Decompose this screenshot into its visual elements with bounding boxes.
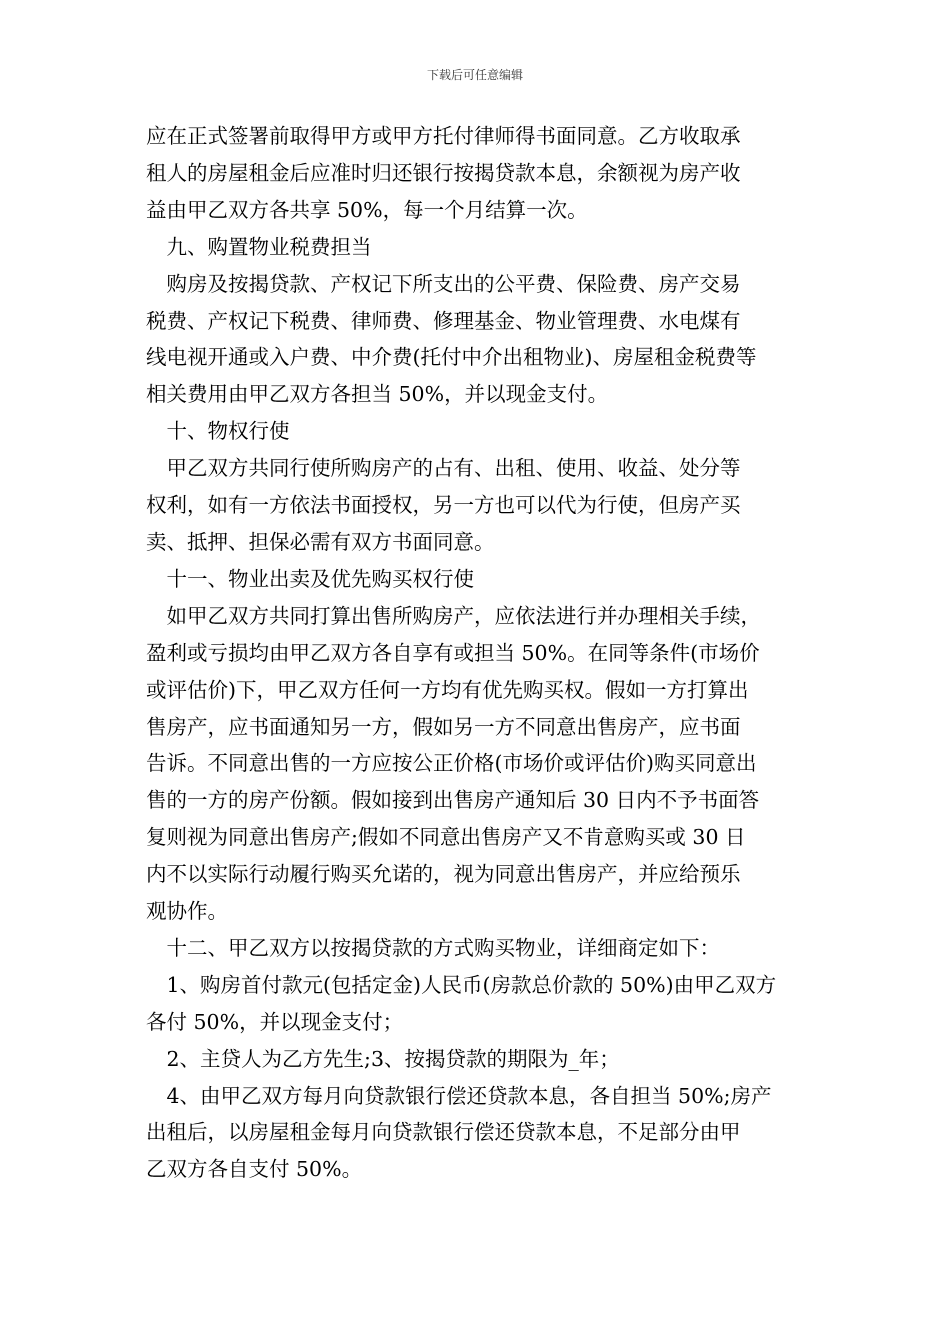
- text-line: 复则视为同意出售房产;假如不同意出售房产又不肯意购买或 30 日: [146, 825, 746, 850]
- text-line: 应在正式签署前取得甲方或甲方托付律师得书面同意。乙方收取承: [146, 124, 741, 148]
- text-line: 税费、产权记下税费、律师费、修理基金、物业管理费、水电煤有: [146, 308, 741, 333]
- text-line: 售房产，应书面通知另一方，假如另一方不同意出售房产，应书面: [146, 714, 741, 739]
- text-line: 卖、抵押、担保必需有双方书面同意。: [146, 529, 495, 554]
- text-line: 观协作。: [146, 899, 228, 924]
- text-line: 内不以实际行动履行购买允诺的，视为同意出售房产，并应给预乐: [146, 862, 741, 887]
- page-header: 下载后可任意编辑: [426, 68, 523, 82]
- text-line: 出租后，以房屋租金每月向贷款银行偿还贷款本息，不足部分由甲: [146, 1120, 741, 1145]
- text-line: 甲乙双方共同行使所购房产的占有、出租、使用、收益、处分等: [146, 456, 741, 481]
- text-line: 告诉。不同意出售的一方应按公正价格(市场价或评估价)购买同意出: [146, 751, 757, 776]
- text-line: 如甲乙双方共同打算出售所购房产，应依法进行并办理相关手续，: [146, 603, 761, 628]
- text-line: 相关费用由甲乙双方各担当 50%，并以现金支付。: [146, 382, 609, 407]
- text-line: 线电视开通或入户费、中介费(托付中介出租物业)、房屋租金税费等: [146, 345, 757, 370]
- text-line: 售的一方的房产份额。假如接到出售房产通知后 30 日内不予书面答: [146, 788, 760, 813]
- text-line: 盈利或亏损均由甲乙双方各自享有或担当 50%。在同等条件(市场价: [146, 640, 760, 665]
- text-line: 乙双方各自支付 50%。: [146, 1157, 363, 1182]
- section-heading-9: 九、购置物业税费担当: [146, 234, 372, 259]
- section-heading-10: 十、物权行使: [146, 419, 290, 444]
- text-line: 租人的房屋租金后应准时归还银行按揭贷款本息，余额视为房产收: [146, 160, 741, 185]
- document-body: [146, 118, 810, 1188]
- text-line: 2、主贷人为乙方先生;3、按揭贷款的期限为_年；: [146, 1046, 620, 1071]
- text-line: 益由甲乙双方各共享 50%，每一个月结算一次。: [146, 197, 588, 222]
- section-heading-11: 十一、物业出卖及优先购买权行使: [146, 566, 474, 591]
- text-line: 购房及按揭贷款、产权记下所支出的公平费、保险费、房产交易: [146, 271, 741, 296]
- section-heading-12: 十二、甲乙双方以按揭贷款的方式购买物业，详细商定如下：: [146, 935, 720, 960]
- text-line: 权利，如有一方依法书面授权，另一方也可以代为行使，但房产买: [146, 493, 741, 518]
- text-line: 或评估价)下，甲乙双方任何一方均有优先购买权。假如一方打算出: [146, 677, 749, 702]
- text-line: 各付 50%，并以现金支付；: [146, 1009, 404, 1034]
- text-line: 4、由甲乙双方每月向贷款银行偿还贷款本息，各自担当 50%;房产: [146, 1083, 772, 1108]
- text-line: 1、购房首付款元(包括定金)人民币(房款总价款的 50%)由甲乙双方: [146, 972, 777, 997]
